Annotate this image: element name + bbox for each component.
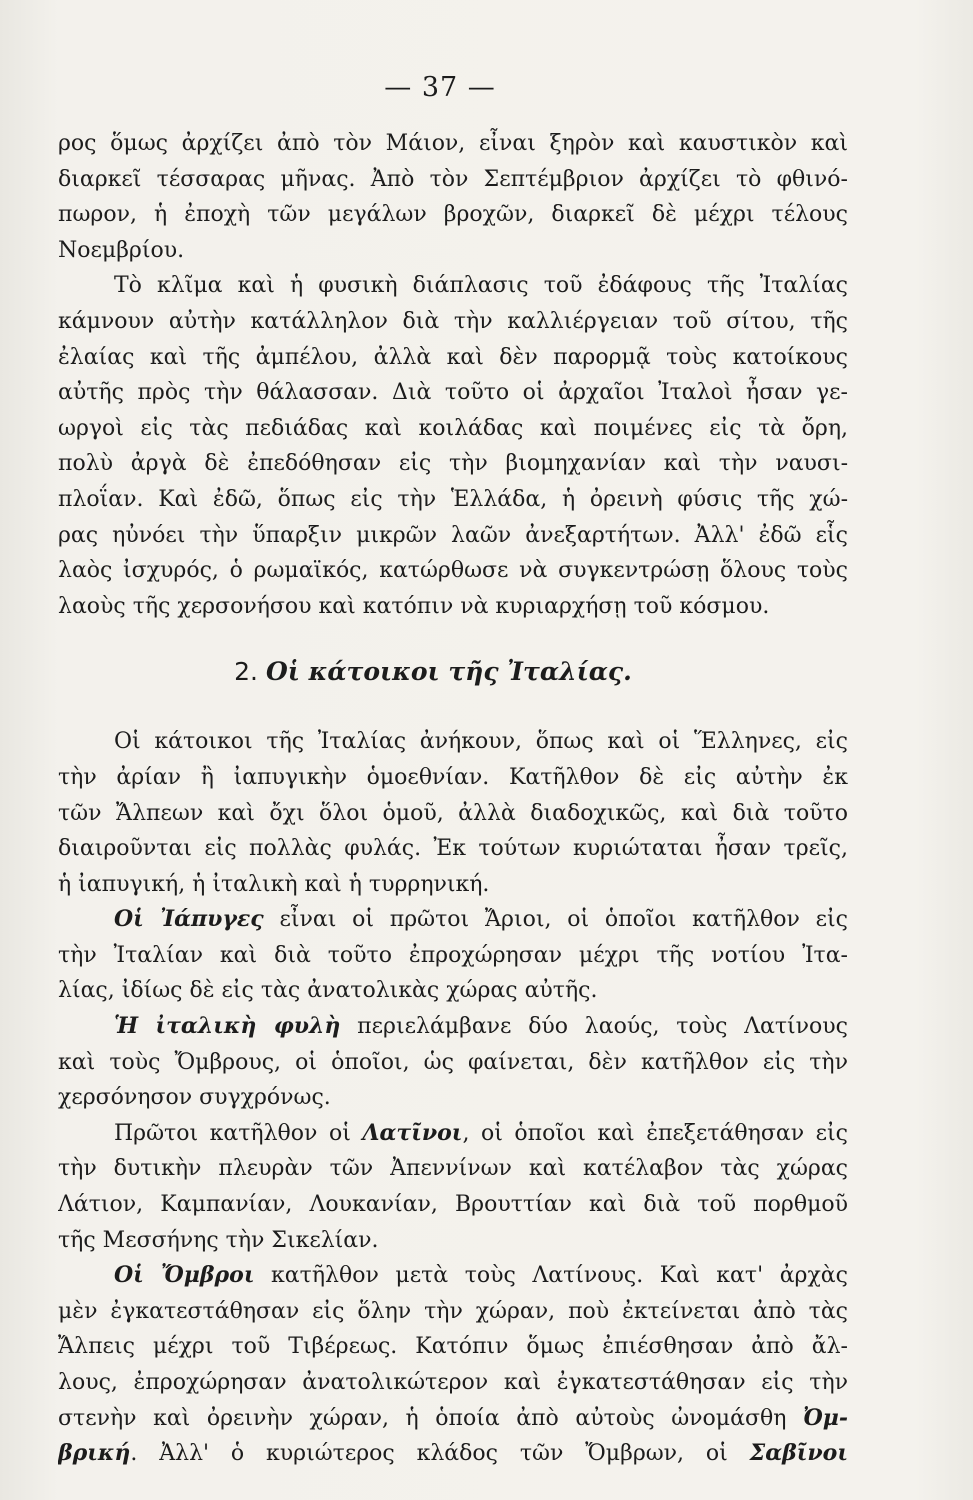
- text-line: Λάτιον, Καμπανίαν, Λουκανίαν, Βρουττίαν καὶ διὰ τοῦ πορθμοῦ: [58, 1192, 848, 1218]
- text-line: λίας, ἰδίως δὲ εἰς τὰς ἀνατολικὰς χώρας αὐτῆς.: [58, 978, 598, 1004]
- paragraph-umbrians: [58, 1258, 848, 1472]
- emphasis-term: Σαβῖνοι: [749, 1440, 848, 1467]
- text-line: ρας ηὐνόει τὴν ὕπαρξιν μικρῶν λαῶν ἀνεξαρτήτων. Ἀλλ' ἐδῶ εἷς: [58, 522, 848, 548]
- page-body: [58, 126, 848, 1472]
- page-number: — 37 —: [384, 72, 496, 103]
- paragraph-climate-continued: [58, 126, 848, 268]
- text-line: Ἄλπεις μέχρι τοῦ Τιβέρεως. Κατόπιν ὅμως ἐπιέσθησαν ἀπὸ ἄλ-: [58, 1334, 848, 1360]
- text-line: [58, 1258, 848, 1294]
- text-line: ἐλαίας καὶ τῆς ἀμπέλου, ἀλλὰ καὶ δὲν παρορμᾷ τοὺς κατοίκους: [58, 344, 848, 370]
- text-line: χερσόνησον συγχρόνως.: [58, 1085, 331, 1111]
- emphasis-term: βρική: [58, 1440, 131, 1467]
- text-line: τῶν Ἄλπεων καὶ ὄχι ὅλοι ὁμοῦ, ἀλλὰ διαδοχικῶς, καὶ διὰ τοῦτο: [58, 800, 848, 826]
- text-line: πολὺ ἀργὰ δὲ ἐπεδόθησαν εἰς τὴν βιομηχανίαν καὶ τὴν ναυσι-: [58, 451, 848, 477]
- text-line: τὴν δυτικὴν πλευρὰν τῶν Ἀπεννίνων καὶ κατέλαβον τὰς χώρας: [58, 1156, 848, 1182]
- text-run: περιελάμβανε δύο λαούς, τοὺς Λατίνους: [340, 1014, 848, 1040]
- emphasis-term: Λατῖνοι: [362, 1119, 463, 1146]
- text-line: [58, 1009, 848, 1045]
- paragraph-climate-effects: [58, 268, 848, 624]
- section-number: 2.: [234, 657, 258, 687]
- text-line: μὲν ἐγκατεστάθησαν εἰς ὅλην τὴν χώραν, ποὺ ἐκτείνεται ἀπὸ τὰς: [58, 1298, 848, 1324]
- text-line: κάμνουν αὐτὴν κατάλληλον διὰ τὴν καλλιέργειαν τοῦ σίτου, τῆς: [58, 308, 848, 334]
- text-line: καὶ τοὺς Ὄμβρους, οἱ ὁποῖοι, ὡς φαίνεται, δὲν κατῆλθον εἰς τὴν: [58, 1049, 848, 1075]
- paragraph-inhabitants: [58, 724, 848, 902]
- text-line: Νοεμβρίου.: [58, 237, 185, 263]
- text-line: [58, 1436, 848, 1472]
- text-line: τὴν ἀρίαν ἢ ἰαπυγικὴν ὁμοεθνίαν. Κατῆλθον δὲ εἰς αὐτὴν ἐκ: [58, 764, 848, 790]
- section-heading: [58, 654, 848, 690]
- emphasis-term: Οἱ Ὄμβροι: [114, 1262, 255, 1289]
- text-line: Τὸ κλῖμα καὶ ἡ φυσικὴ διάπλασις τοῦ ἐδάφους τῆς Ἰταλίας: [114, 273, 848, 299]
- emphasis-term: Οἱ Ἰάπυγες: [114, 906, 264, 933]
- text-line: ωργοὶ εἰς τὰς πεδιάδας καὶ κοιλάδας καὶ ποιμένες εἰς τὰ ὄρη,: [58, 415, 848, 441]
- text-line: αὐτῆς πρὸς τὴν θάλασσαν. Διὰ τοῦτο οἱ ἀρχαῖοι Ἰταλοὶ ἦσαν γε-: [58, 380, 848, 406]
- text-line: ἡ ἰαπυγική, ἡ ἰταλικὴ καὶ ἡ τυρρηνική.: [58, 871, 490, 897]
- text-run: . Ἀλλ' ὁ κυριώτερος κλάδος τῶν Ὄμβρων, οἱ: [130, 1441, 750, 1467]
- paragraph-iapyges: [58, 902, 848, 1009]
- text-run: , οἱ ὁποῖοι καὶ ἐπεξετάθησαν εἰς: [462, 1120, 848, 1146]
- text-line: πλοΐαν. Καὶ ἐδῶ, ὅπως εἰς τὴν Ἑλλάδα, ἡ ὀρεινὴ φύσις τῆς χώ-: [58, 486, 848, 512]
- text-line: Οἱ κάτοικοι τῆς Ἰταλίας ἀνήκουν, ὅπως καὶ οἱ Ἕλληνες, εἰς: [114, 729, 848, 755]
- paragraph-latins: [58, 1116, 848, 1258]
- text-line: [58, 1116, 848, 1152]
- text-line: [58, 1401, 848, 1437]
- text-run: εἶναι οἱ πρῶτοι Ἄριοι, οἱ ὁποῖοι κατῆλθον εἰς: [263, 907, 848, 933]
- text-line: λαοὺς τῆς χερσονήσου καὶ κατόπιν νὰ κυριαρχήσῃ τοῦ κόσμου.: [58, 593, 770, 619]
- text-line: τῆς Μεσσήνης τὴν Σικελίαν.: [58, 1227, 379, 1253]
- text-run: κατῆλθον μετὰ τοὺς Λατίνους. Καὶ κατ' ἀρχὰς: [254, 1263, 848, 1289]
- text-run: στενὴν καὶ ὀρεινὴν χώραν, ἡ ὁποία ἀπὸ αὐτοὺς ὠνομάσθη: [58, 1405, 803, 1431]
- text-line: διαιροῦνται εἰς πολλὰς φυλάς. Ἐκ τούτων κυριώταται ἦσαν τρεῖς,: [58, 836, 848, 862]
- text-line: λαὸς ἰσχυρός, ὁ ρωμαϊκός, κατώρθωσε νὰ συγκεντρώσῃ ὅλους τοὺς: [58, 558, 848, 584]
- text-line: τὴν Ἰταλίαν καὶ διὰ τοῦτο ἐπροχώρησαν μέχρι τῆς νοτίου Ἰτα-: [58, 942, 848, 968]
- text-line: [58, 902, 848, 938]
- text-line: διαρκεῖ τέσσαρας μῆνας. Ἀπὸ τὸν Σεπτέμβριον ἀρχίζει τὸ φθινό-: [58, 166, 848, 192]
- emphasis-term: Ἡ ἰταλικὴ φυλὴ: [114, 1013, 341, 1040]
- paragraph-italic-tribe: [58, 1009, 848, 1116]
- text-line: πωρον, ἡ ἐποχὴ τῶν μεγάλων βροχῶν, διαρκεῖ δὲ μέχρι τέλους: [58, 202, 848, 228]
- text-run: Πρῶτοι κατῆλθον οἱ: [114, 1120, 363, 1146]
- section-title: Οἱ κάτοικοι τῆς Ἰταλίας.: [266, 657, 632, 687]
- text-line: λους, ἐπροχώρησαν ἀνατολικώτερον καὶ ἐγκατεστάθησαν εἰς τὴν: [58, 1370, 848, 1395]
- text-line: ρος ὅμως ἀρχίζει ἀπὸ τὸν Μάιον, εἶναι ξηρὸν καὶ καυστικὸν καὶ: [58, 131, 848, 156]
- emphasis-term: Ὀμ-: [802, 1404, 848, 1431]
